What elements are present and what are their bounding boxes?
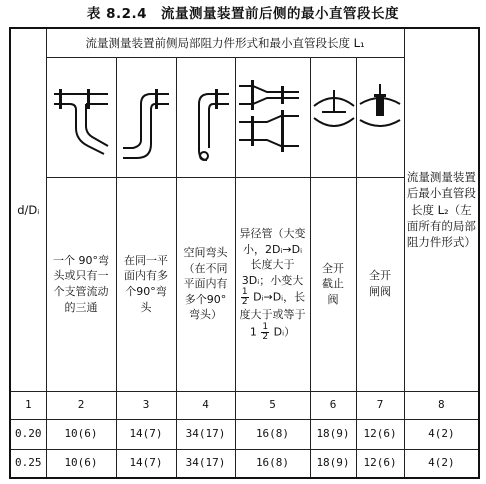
- globe-valve-icon: [310, 57, 356, 177]
- table-cell: 10(6): [46, 449, 116, 478]
- table-cell: 18(9): [310, 449, 356, 478]
- col-number-2: 2: [46, 391, 116, 419]
- ratio-header: d/Dᵢ: [10, 28, 46, 391]
- upstream-group-label: 流量测量装置前侧局部阻力件形式和最小直管段长度 L₁: [85, 35, 365, 50]
- upstream-group-header: [46, 28, 404, 57]
- table-cell: 34(17): [176, 419, 235, 449]
- table-row-ratio: 0.20: [10, 419, 46, 449]
- desc-reducer-b: Dᵢ→Dᵢ，长度大于或等于: [239, 290, 306, 322]
- col-number-1: 1: [10, 391, 46, 419]
- col-number-4: 4: [176, 391, 235, 419]
- gate-valve-icon: [356, 57, 404, 177]
- table-cell: 12(6): [356, 419, 404, 449]
- table-cell: 16(8): [235, 419, 310, 449]
- downstream-label: 流量测量装置后最小直管段长度 L₂（左面所有的局部阻力件形式）: [406, 169, 476, 250]
- downstream-header: [404, 28, 479, 391]
- col-number-5: 5: [235, 391, 310, 419]
- col-number-8: 8: [404, 391, 479, 419]
- desc-reducer: [235, 177, 310, 391]
- table-row-ratio: 0.25: [10, 449, 46, 478]
- reducer-icon: [235, 57, 310, 177]
- mixed-whole: 1: [249, 325, 257, 339]
- table-cell: 10(6): [46, 419, 116, 449]
- table-cell: 14(7): [116, 449, 176, 478]
- table-cell: 16(8): [235, 449, 310, 478]
- col-number-3: 3: [116, 391, 176, 419]
- table-cell: 4(2): [404, 449, 479, 478]
- table-cell: 4(2): [404, 419, 479, 449]
- fraction-half-2: $\frac{1}{2}$: [262, 322, 269, 343]
- table-title: 表 8.2.4 流量测量装置前后侧的最小直管段长度: [86, 6, 400, 22]
- fraction-half: $\frac{1}{2}$: [241, 287, 248, 308]
- desc-tee-elbow: 一个 90°弯头或只有一个支管流动的三通: [46, 177, 116, 391]
- straight-pipe-length-table: [9, 27, 480, 479]
- table-cell: 12(6): [356, 449, 404, 478]
- desc-globe-valve: 全开截止阀: [310, 177, 356, 391]
- table-cell: 18(9): [310, 419, 356, 449]
- desc-double-elbow: 在同一平面内有多个90°弯头: [116, 177, 176, 391]
- double-elbow-same-plane-icon: [116, 57, 176, 177]
- col-number-6: 6: [310, 391, 356, 419]
- table-cell: 34(17): [176, 449, 235, 478]
- desc-gate-valve: 全开闸阀: [356, 177, 404, 391]
- tee-elbow-icon: [46, 57, 116, 177]
- col-number-7: 7: [356, 391, 404, 419]
- desc-spatial-elbow: 空间弯头（在不同平面内有多个90°弯头）: [176, 177, 235, 391]
- desc-reducer-a: 异径管（大变小，2Dᵢ→Dᵢ 长度大于3Dᵢ；小变大: [239, 226, 306, 287]
- table-cell: 14(7): [116, 419, 176, 449]
- desc-reducer-c: Dᵢ）: [273, 325, 296, 339]
- spatial-elbow-icon: [176, 57, 235, 177]
